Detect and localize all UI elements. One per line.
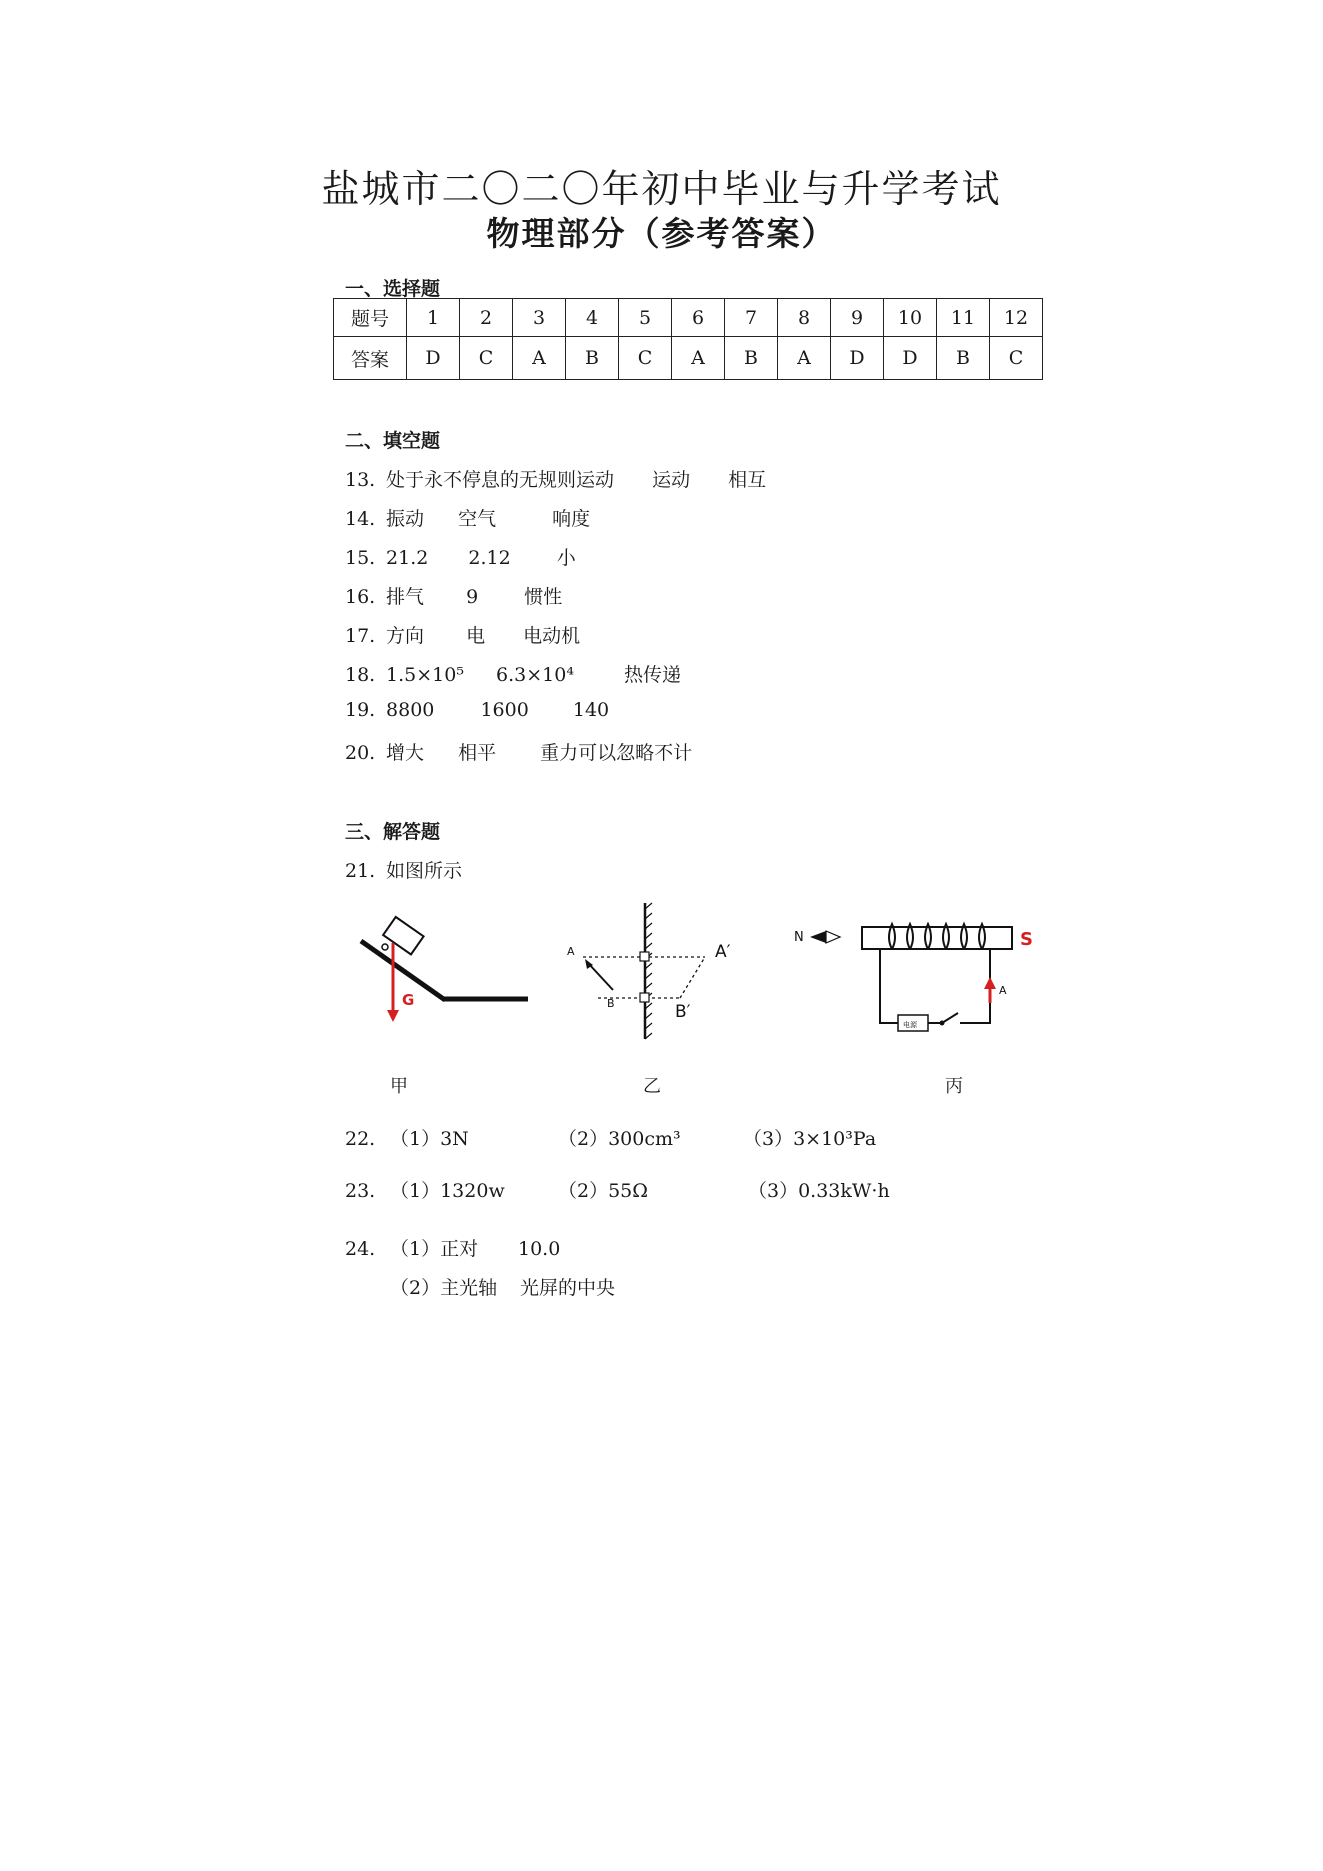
label-a-prime: A′ (715, 942, 731, 962)
answer-text: 8800 (386, 699, 435, 721)
table-cell: C (460, 337, 513, 380)
item-number: 15. (345, 547, 376, 569)
table-cell: 3 (513, 299, 566, 337)
table-cell: 答案 (334, 337, 407, 380)
object-ab-line (588, 963, 613, 990)
figure-bing-electromagnet (780, 915, 1040, 1035)
answer-text: 响度 (552, 508, 591, 530)
solve-item-24-line1 (345, 1234, 560, 1261)
fill-item-20 (345, 738, 692, 765)
current-arrow-head (984, 977, 996, 989)
answer-text: 方向 (386, 625, 425, 647)
dashed-line-image (680, 957, 705, 998)
answer-text: 电动机 (523, 625, 581, 647)
solve-item-21 (345, 856, 462, 883)
iron-core (862, 927, 1012, 949)
answer-text: 惯性 (524, 586, 563, 608)
right-angle-mark-b (640, 993, 649, 1002)
answer-text: 空气 (458, 508, 497, 530)
table-cell: 题号 (334, 299, 407, 337)
force-label-g: G (402, 991, 415, 1009)
answer-text: 如图所示 (386, 860, 463, 882)
table-cell: 7 (725, 299, 778, 337)
answer-text: 相平 (458, 742, 497, 764)
section-heading-solve: 三、解答题 (345, 821, 441, 843)
compass-needle-dark (810, 931, 826, 943)
answer-text: （3）0.33kW·h (748, 1180, 890, 1202)
figure-caption-yi: 乙 (643, 1076, 661, 1097)
answer-text: 处于永不停息的无规则运动 (386, 469, 615, 491)
section-heading-choice: 一、选择题 (345, 278, 441, 300)
label-n: N (794, 930, 804, 945)
label-a: A (567, 945, 575, 958)
answer-text: （1）1320w (390, 1180, 505, 1202)
answer-text: 排气 (386, 586, 425, 608)
solve-item-22 (345, 1124, 876, 1151)
fill-item-17 (345, 621, 580, 648)
answer-text: （1）正对 (390, 1238, 479, 1260)
answer-text: 热传递 (624, 664, 682, 686)
table-row (334, 337, 1043, 380)
figure-yi-mirror (555, 895, 755, 1045)
answer-text: 1600 (480, 699, 529, 721)
answer-text: （1）3N (390, 1128, 469, 1150)
item-number: 23. (345, 1180, 376, 1202)
figure-jia-incline (355, 915, 535, 1025)
answer-text: 振动 (386, 508, 425, 530)
table-cell: D (884, 337, 937, 380)
table-cell: 6 (672, 299, 725, 337)
answer-text: 增大 (386, 742, 425, 764)
page-subtitle: 物理部分（参考答案） (486, 214, 837, 253)
table-cell: 9 (831, 299, 884, 337)
table-cell: 8 (778, 299, 831, 337)
item-number: 16. (345, 586, 376, 608)
fill-item-19 (345, 699, 609, 721)
table-cell: A (513, 337, 566, 380)
answer-text: （3）3×10³Pa (743, 1128, 877, 1150)
answer-text: 1.5×10⁵ (386, 664, 464, 686)
page-title: 盐城市二〇二〇年初中毕业与升学考试 (321, 167, 1002, 211)
table-cell: 4 (566, 299, 619, 337)
table-cell: B (725, 337, 778, 380)
fill-item-14 (345, 504, 590, 531)
table-cell: 12 (990, 299, 1043, 337)
table-cell: A (672, 337, 725, 380)
table-cell: D (407, 337, 460, 380)
table-row (334, 299, 1043, 337)
table-cell: A (778, 337, 831, 380)
answer-text: 140 (572, 699, 610, 721)
answer-text: 光屏的中央 (520, 1277, 616, 1299)
answer-text: 9 (466, 586, 479, 608)
answer-text: 运动 (652, 469, 691, 491)
answer-text: 10.0 (518, 1238, 561, 1260)
table-cell: 11 (937, 299, 990, 337)
item-number: 20. (345, 742, 376, 764)
right-angle-mark-a (640, 952, 649, 961)
fill-item-18 (345, 660, 681, 687)
table-cell: C (619, 337, 672, 380)
figure-caption-jia: 甲 (390, 1076, 408, 1097)
answer-text: （2）300cm³ (558, 1128, 681, 1150)
answer-text: 相互 (728, 469, 767, 491)
label-b: B (607, 997, 615, 1010)
table-cell: D (831, 337, 884, 380)
answer-table (333, 298, 1043, 380)
item-number: 22. (345, 1128, 376, 1150)
table-cell: 1 (407, 299, 460, 337)
label-current-a: A (999, 984, 1007, 997)
fill-item-13 (345, 465, 766, 492)
answer-text: 6.3×10⁴ (496, 664, 574, 686)
table-cell: C (990, 337, 1043, 380)
label-s: S (1020, 929, 1033, 950)
label-b-prime: B′ (675, 1002, 691, 1022)
answer-text: 重力可以忽略不计 (540, 742, 693, 764)
answer-text: 小 (556, 547, 576, 569)
table-cell: 2 (460, 299, 513, 337)
power-source-label: 电源 (903, 1021, 917, 1029)
gravity-arrow-head (387, 1010, 399, 1022)
answer-text: 21.2 (386, 547, 429, 569)
section-heading-fill: 二、填空题 (345, 430, 441, 452)
table-cell: 10 (884, 299, 937, 337)
table-cell: 5 (619, 299, 672, 337)
fill-item-15 (345, 543, 576, 570)
center-of-gravity-dot (382, 944, 388, 950)
solve-item-23 (345, 1176, 890, 1203)
item-number: 24. (345, 1238, 376, 1260)
figure-caption-bing: 丙 (945, 1076, 963, 1097)
answer-text: 电 (466, 625, 486, 647)
answer-text: （2）55Ω (558, 1180, 649, 1202)
item-number: 21. (345, 860, 376, 882)
switch-blade (942, 1013, 958, 1023)
item-number: 18. (345, 664, 376, 686)
item-number: 13. (345, 469, 376, 491)
answer-text: 2.12 (468, 547, 511, 569)
item-number: 19. (345, 699, 376, 721)
item-number: 17. (345, 625, 376, 647)
answer-text: （2）主光轴 (390, 1277, 498, 1299)
box (383, 917, 423, 955)
item-number: 14. (345, 508, 376, 530)
solve-item-24-line2 (390, 1273, 615, 1300)
fill-item-16 (345, 582, 562, 609)
table-cell: B (566, 337, 619, 380)
table-cell: B (937, 337, 990, 380)
circuit-wire-left (880, 949, 898, 1023)
compass-needle-light (826, 931, 840, 943)
